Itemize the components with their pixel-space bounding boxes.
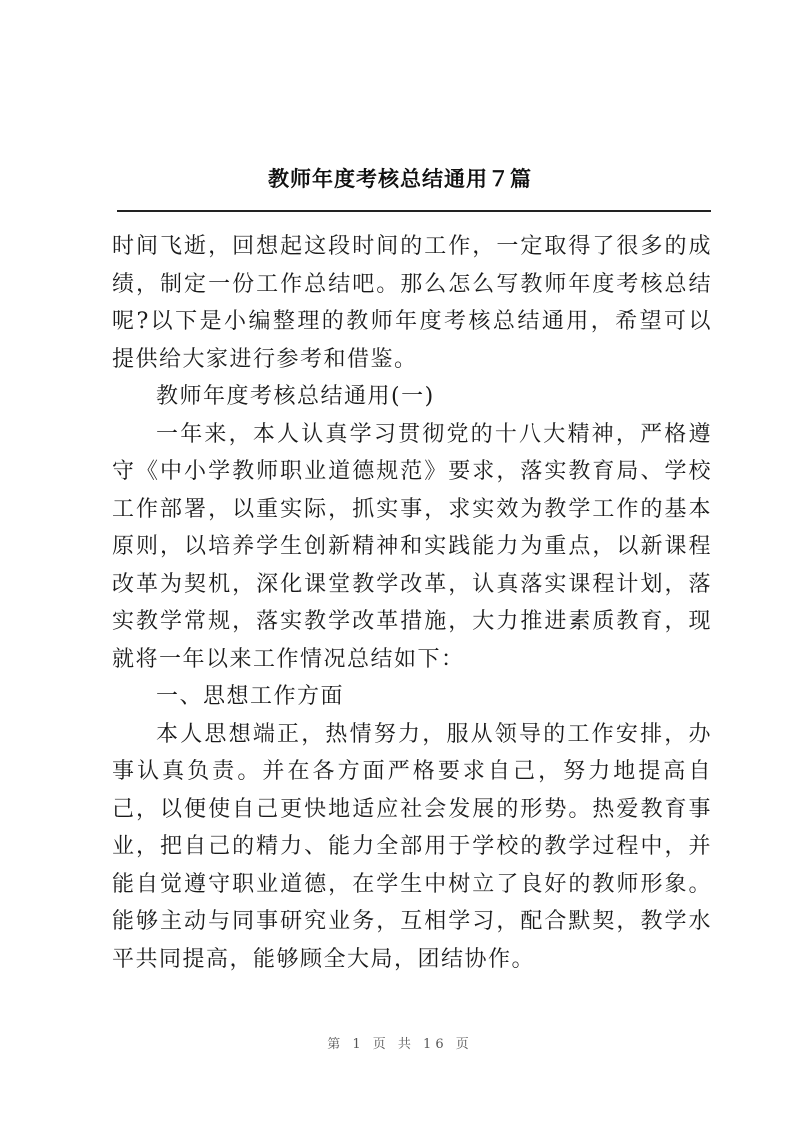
subsection-heading: 一、思想工作方面 [156,684,345,709]
document-body [112,228,712,978]
document-title: 教师年度考核总结通用７篇 [268,166,532,191]
body-paragraph: 一年来，本人认真学习贯彻党的十八大精神，严格遵守《中小学教师职业道德规范》要求，落实教育局、学校工作部署，以重实际，抓实事，求实效为教学工作的基本原则，以培养学生创新精神和实践能力为重点，以新课程改革为契机，深化课堂教学改革，认真落实课程计划，落实教学常规，落实教学改革措施，大力推进素质教育，现就将一年以来工作情况总结如下： [112,421,712,672]
title-divider [117,210,711,212]
intro-paragraph: 时间飞逝，回想起这段时间的工作，一定取得了很多的成绩，制定一份工作总结吧。那么怎么写教师年度考核总结呢?以下是小编整理的教师年度考核总结通用，希望可以提供给大家进行参考和借鉴。 [112,234,712,372]
body-paragraph: 本人思想端正，热情努力，服从领导的工作安排，办事认真负责。并在各方面严格要求自己，努力地提高自己，以便使自己更快地适应社会发展的形势。热爱教育事业，把自己的精力、能力全部用于学校的教学过程中，并能自觉遵守职业道德，在学生中树立了良好的教师形象。能够主动与同事研究业务，互相学习，配合默契，教学水平共同提高，能够顾全大局，团结协作。 [112,721,712,972]
section-heading: 教师年度考核总结通用(一) [156,384,435,409]
page-number-footer: 第 1 页 共 16 页 [327,1037,473,1052]
